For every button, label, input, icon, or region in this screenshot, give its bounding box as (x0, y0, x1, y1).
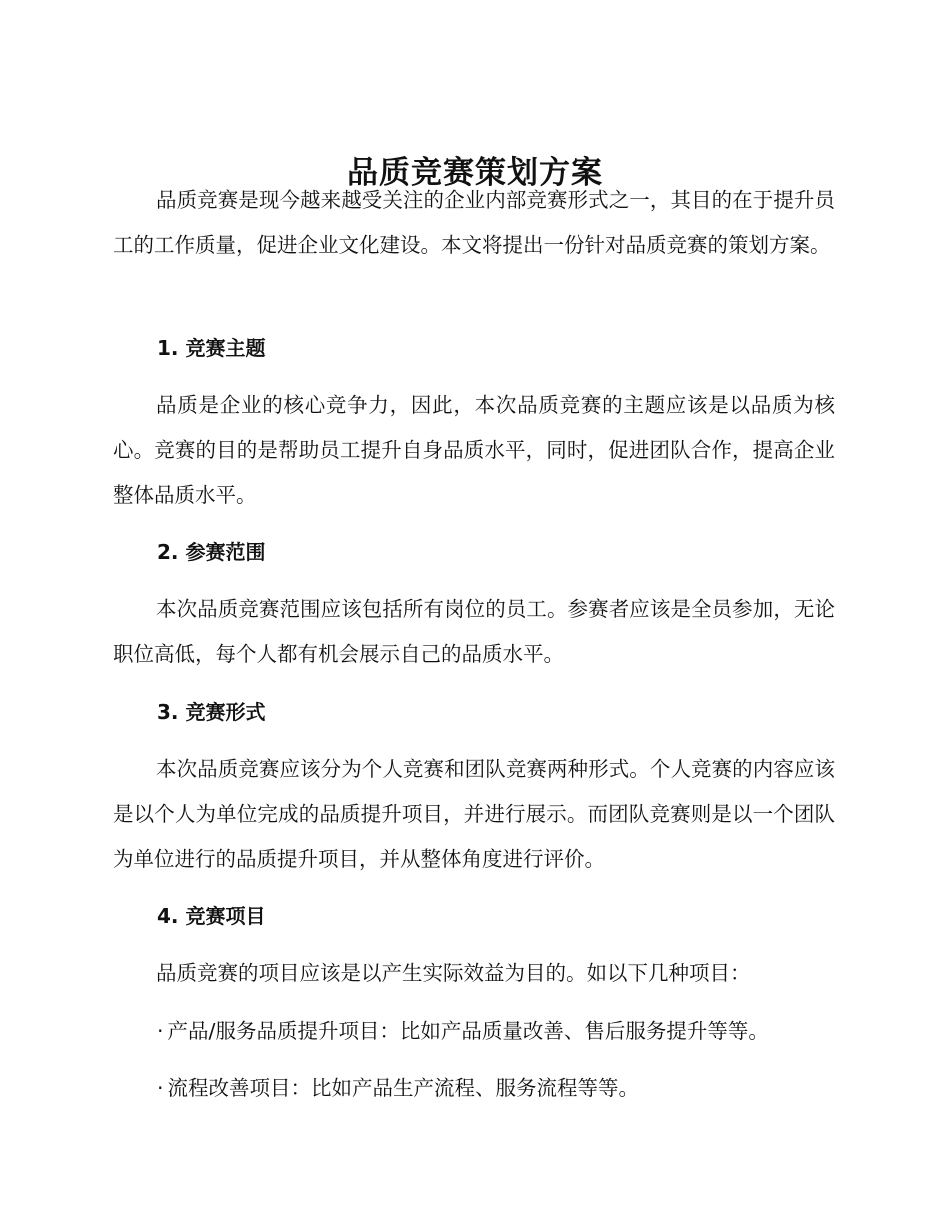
list-item (157, 1073, 837, 1103)
section-heading-theme: 1. 竞赛主题 (157, 336, 266, 360)
section-heading-scope: 2. 参赛范围 (157, 540, 266, 564)
bullet-dot-icon: · (157, 1019, 164, 1043)
section-heading-format: 3. 竞赛形式 (157, 700, 266, 724)
list-item-text: 流程改善项目：比如产品生产流程、服务流程等等。 (167, 1076, 640, 1100)
list-item (157, 1016, 837, 1046)
section-body-theme: 品质是企业的核心竞争力，因此，本次品质竞赛的主题应该是以品质为核心。竞赛的目的是帮助员工提升自身品质水平，同时，促进团队合作，提高企业整体品质水平。 (113, 393, 835, 507)
list-item-text: 产品/服务品质提升项目：比如产品质量改善、售后服务提升等等。 (167, 1019, 769, 1043)
section-heading-projects: 4. 竞赛项目 (157, 904, 266, 928)
section-body-scope: 本次品质竞赛范围应该包括所有岗位的员工。参赛者应该是全员参加，无论职位高低，每个人都有机会展示自己的品质水平。 (113, 597, 835, 666)
intro-paragraph: 品质竞赛是现今越来越受关注的企业内部竞赛形式之一，其目的在于提升员工的工作质量，促进企业文化建设。本文将提出一份针对品质竞赛的策划方案。 (113, 188, 835, 257)
section-body-format: 本次品质竞赛应该分为个人竞赛和团队竞赛两种形式。个人竞赛的内容应该是以个人为单位完成的品质提升项目，并进行展示。而团队竞赛则是以一个团队为单位进行的品质提升项目，并从整体角度进行评价。 (113, 757, 835, 871)
bullet-dot-icon: · (157, 1076, 164, 1100)
section-body-projects: 品质竞赛的项目应该是以产生实际效益为目的。如以下几种项目： (156, 961, 751, 985)
document-title: 品质竞赛策划方案 (347, 154, 603, 191)
